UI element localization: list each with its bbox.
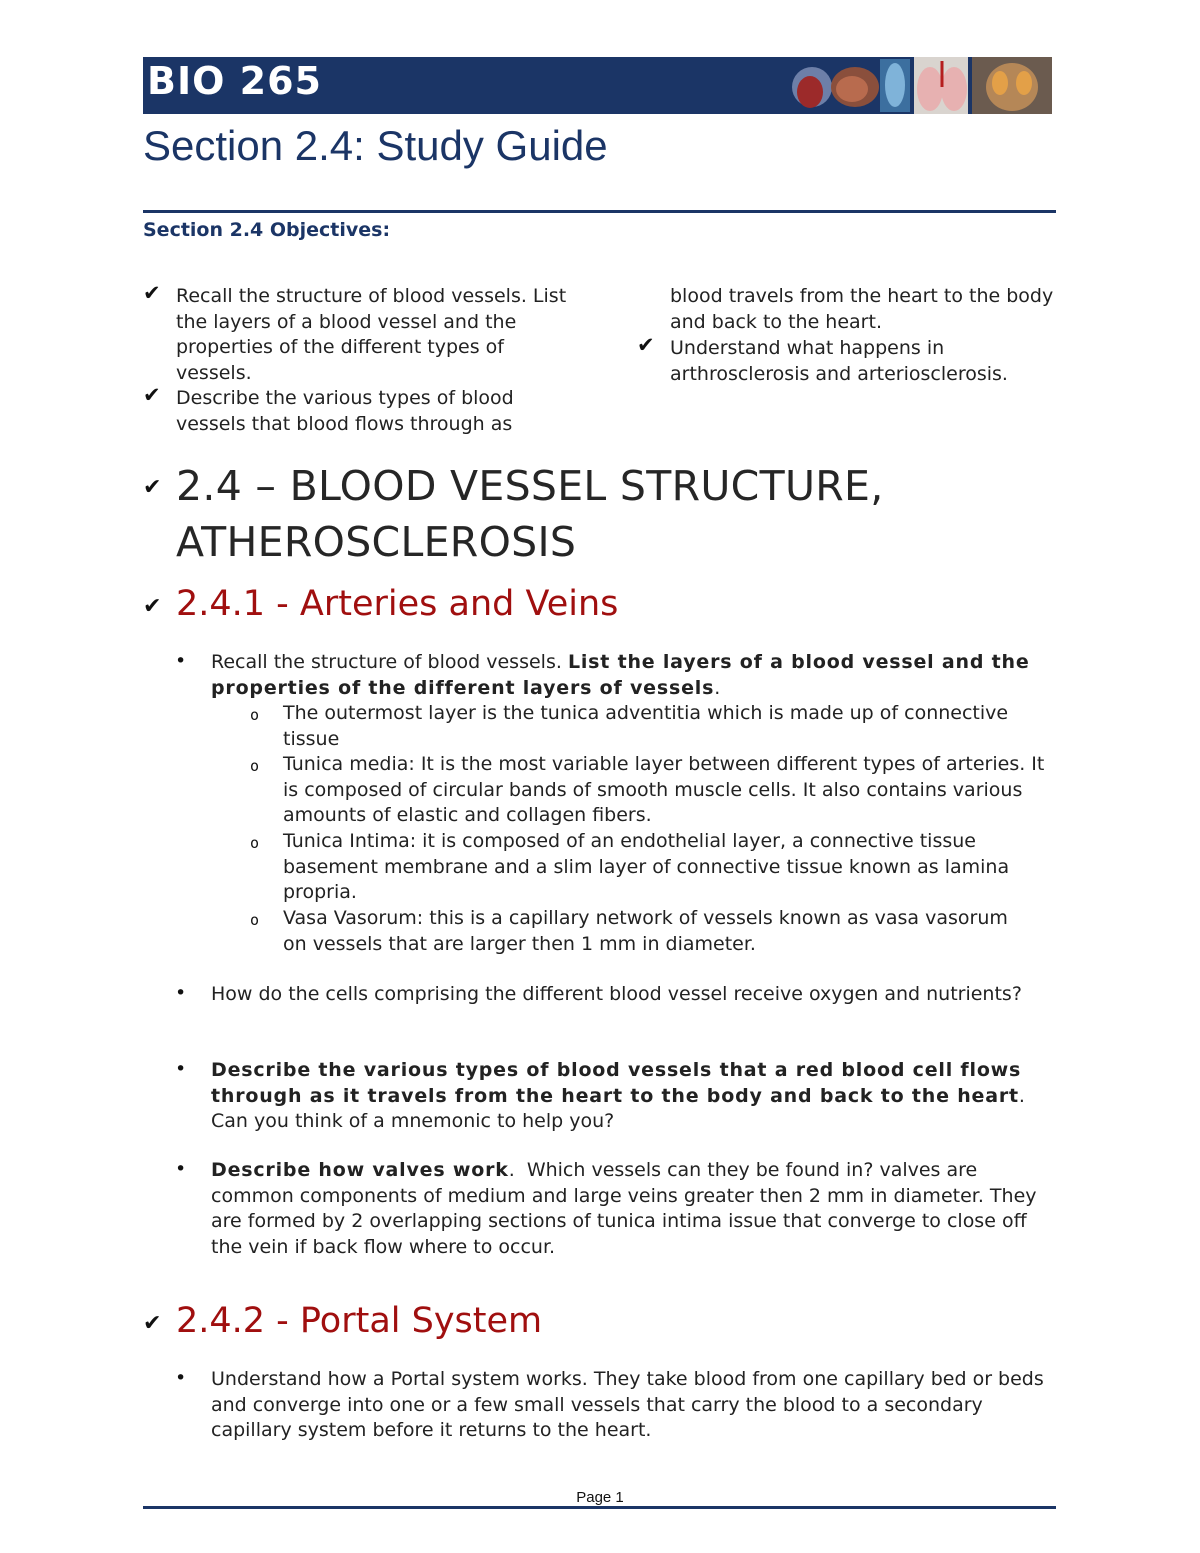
objective-item-3: Understand what happens in arthrosclerosis and arteriosclerosis. <box>670 337 1008 385</box>
page-number: Page 1 <box>576 1489 624 1506</box>
bullet-icon: • <box>175 982 187 1004</box>
bullet-icon: • <box>175 650 187 672</box>
anatomy-illustration-icon <box>790 57 1052 114</box>
sub-list-item: Tunica Intima: it is composed of an endothelial layer, a connective tissue basement membrane and a slim layer of connective tissue known as lamina propria. <box>283 830 1010 903</box>
check-icon: ✔ <box>143 1311 162 1336</box>
list-item: Recall the structure of blood vessels. List the layers of a blood vessel and the properties of the different layers of vessels. <box>211 651 1030 699</box>
sub-list-item: Vasa Vasorum: this is a capillary network of vessels known as vasa vasorum on vessels that are larger then 1 mm in diameter. <box>283 907 1008 955</box>
circle-bullet-icon: o <box>250 911 260 929</box>
footer-divider <box>143 1506 1056 1509</box>
objective-item-2: Describe the various types of blood vessels that blood flows through as <box>176 387 514 435</box>
check-icon: ✔ <box>143 383 161 407</box>
bullet-icon: • <box>175 1158 187 1180</box>
subsection-heading-arteries-veins: 2.4.1 - Arteries and Veins <box>176 584 619 624</box>
list-item-text: Can you think of a mnemonic to help you? <box>211 1110 615 1132</box>
list-item-text: Which vessels can they be found in? valves are common components of medium and large veins greater then 2 mm in diameter. They are formed by 2 overlapping sections of tunica intima issue that converge to close off the vein if back flow where to occur. <box>211 1159 1037 1258</box>
objective-item-2-continued: blood travels from the heart to the body and back to the heart. <box>670 285 1054 333</box>
objectives-heading: Section 2.4 Objectives: <box>143 219 391 241</box>
list-item-emphasis: List the layers of a blood vessel and the properties of the different layers of vessels <box>211 651 1030 699</box>
list-item: Describe how valves work. Which vessels can they be found in? valves are common components of medium and large veins greater then 2 mm in diameter. They are formed by 2 overlapping sections of tunica intima issue that converge to close off the vein if back flow where to occur. <box>211 1159 1037 1258</box>
list-item: Describe the various types of blood vessels that a red blood cell flows through as it travels from the heart to the body and back to the heart. Can you think of a mnemonic to help you? <box>211 1059 1032 1132</box>
section-heading-line1: 2.4 – BLOOD VESSEL STRUCTURE, <box>176 462 884 510</box>
bullet-icon: • <box>175 1367 187 1389</box>
course-code: BIO 265 <box>147 59 322 103</box>
objective-item-1: Recall the structure of blood vessels. List the layers of a blood vessel and the properties of the different types of vessels. <box>176 285 567 384</box>
list-item-emphasis: Describe how valves work <box>211 1159 509 1181</box>
list-item-emphasis: Describe the various types of blood vessels that a red blood cell flows through as it travels from the heart to the body and back to the heart <box>211 1059 1022 1107</box>
circle-bullet-icon: o <box>250 706 260 724</box>
list-item: How do the cells comprising the different blood vessel receive oxygen and nutrients? <box>211 983 1022 1005</box>
check-icon: ✔ <box>143 594 162 619</box>
title-divider <box>143 210 1056 213</box>
bullet-icon: • <box>175 1058 187 1080</box>
list-item: Understand how a Portal system works. They take blood from one capillary bed or beds and converge into one or a few small vessels that carry the blood to a secondary capillary system before it returns to the heart. <box>211 1368 1044 1441</box>
subsection-heading-portal-system: 2.4.2 - Portal System <box>176 1301 543 1341</box>
sub-list-item: Tunica media: It is the most variable layer between different types of arteries. It is composed of circular bands of smooth muscle cells. It also contains various amounts of elastic and collagen fibers. <box>283 753 1045 826</box>
check-icon: ✔ <box>143 475 162 500</box>
sub-list-item: The outermost layer is the tunica adventitia which is made up of connective tissue <box>283 702 1009 750</box>
section-heading-line2: ATHEROSCLEROSIS <box>176 518 577 566</box>
header-banner <box>143 57 1052 114</box>
check-icon: ✔ <box>143 281 161 305</box>
circle-bullet-icon: o <box>250 834 260 852</box>
page-title: Section 2.4: Study Guide <box>143 122 608 169</box>
circle-bullet-icon: o <box>250 757 260 775</box>
check-icon: ✔ <box>637 333 655 357</box>
list-item-text: Recall the structure of blood vessels. <box>211 651 562 673</box>
